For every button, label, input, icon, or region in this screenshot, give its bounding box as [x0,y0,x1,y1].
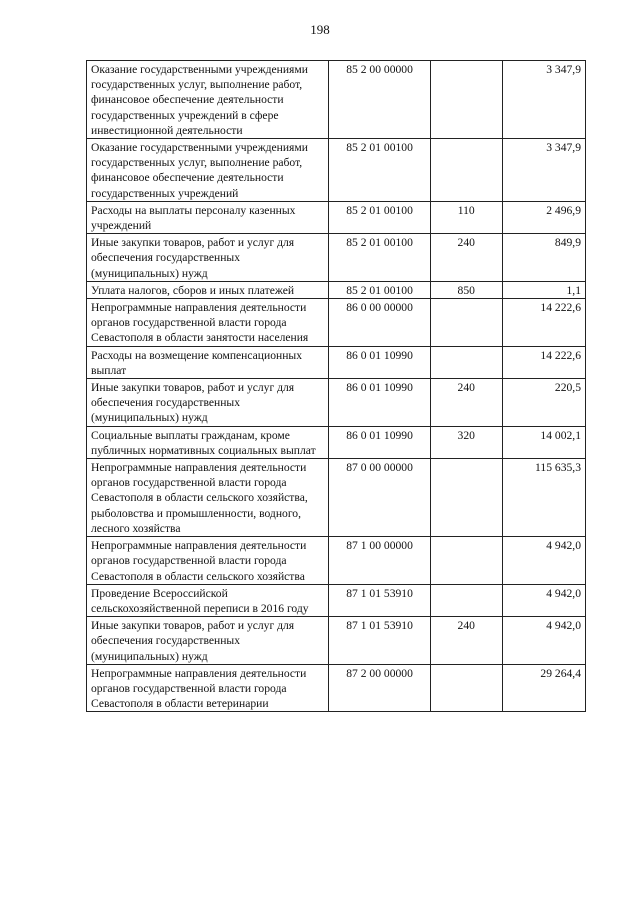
row-sum-cell: 849,9 [502,234,585,282]
table-row [87,459,586,537]
row-type-cell [430,346,502,378]
row-type-cell [430,459,502,537]
row-sum-cell: 14 222,6 [502,346,585,378]
row-sum-cell: 3 347,9 [502,139,585,202]
row-sum-cell: 4 942,0 [502,537,585,585]
table-row [87,537,586,585]
row-name-cell: Социальные выплаты гражданам, кроме публичных нормативных социальных выплат [87,426,329,458]
row-name-cell: Проведение Всероссийской сельскохозяйственной переписи в 2016 году [87,584,329,616]
table-row [87,617,586,665]
row-type-cell: 850 [430,281,502,298]
table-row [87,299,586,347]
table-row [87,234,586,282]
row-code-cell: 87 1 00 00000 [329,537,430,585]
row-code-cell: 85 2 01 00100 [329,201,430,233]
row-sum-cell: 1,1 [502,281,585,298]
row-type-cell [430,664,502,712]
row-type-cell [430,299,502,347]
table-row [87,584,586,616]
row-name-cell: Оказание государственными учреждениями государственных услуг, выполнение работ, финансовое обеспечение деятельности государственных учреждений [87,139,329,202]
row-sum-cell: 29 264,4 [502,664,585,712]
row-name-cell: Непрограммные направления деятельности органов государственной власти города Севастополя в области сельского хозяйства [87,537,329,585]
table-row [87,426,586,458]
row-name-cell: Иные закупки товаров, работ и услуг для обеспечения государственных (муниципальных) нужд [87,234,329,282]
row-code-cell: 86 0 00 00000 [329,299,430,347]
row-name-cell: Иные закупки товаров, работ и услуг для обеспечения государственных (муниципальных) нужд [87,617,329,665]
table-row [87,346,586,378]
row-sum-cell: 3 347,9 [502,61,585,139]
row-name-cell: Иные закупки товаров, работ и услуг для обеспечения государственных (муниципальных) нужд [87,379,329,427]
row-type-cell [430,537,502,585]
table-row [87,379,586,427]
row-name-cell: Расходы на выплаты персоналу казенных учреждений [87,201,329,233]
row-type-cell: 240 [430,379,502,427]
table-row [87,61,586,139]
row-type-cell [430,584,502,616]
table-body [87,61,586,712]
row-code-cell: 85 2 00 00000 [329,61,430,139]
row-name-cell: Непрограммные направления деятельности органов государственной власти города Севастополя в области сельского хозяйства, рыболовства и промышленности, водного, лесного хозяйства [87,459,329,537]
row-type-cell: 240 [430,234,502,282]
row-sum-cell: 4 942,0 [502,584,585,616]
row-code-cell: 86 0 01 10990 [329,346,430,378]
row-sum-cell: 14 222,6 [502,299,585,347]
row-code-cell: 87 1 01 53910 [329,617,430,665]
table-row [87,281,586,298]
row-code-cell: 85 2 01 00100 [329,234,430,282]
row-name-cell: Непрограммные направления деятельности органов государственной власти города Севастополя в области ветеринарии [87,664,329,712]
row-code-cell: 87 0 00 00000 [329,459,430,537]
row-name-cell: Уплата налогов, сборов и иных платежей [87,281,329,298]
row-type-cell: 110 [430,201,502,233]
row-type-cell [430,61,502,139]
row-name-cell: Непрограммные направления деятельности органов государственной власти города Севастополя в области занятости населения [87,299,329,347]
row-type-cell [430,139,502,202]
row-sum-cell: 14 002,1 [502,426,585,458]
page-number: 198 [310,22,330,37]
row-code-cell: 85 2 01 00100 [329,281,430,298]
row-sum-cell: 115 635,3 [502,459,585,537]
table-row [87,139,586,202]
row-type-cell: 240 [430,617,502,665]
row-sum-cell: 220,5 [502,379,585,427]
row-name-cell: Оказание государственными учреждениями государственных услуг, выполнение работ, финансовое обеспечение деятельности государственных учреждений в сфере инвестиционной деятельности [87,61,329,139]
table-row [87,664,586,712]
budget-table [86,60,586,712]
row-code-cell: 85 2 01 00100 [329,139,430,202]
row-code-cell: 87 2 00 00000 [329,664,430,712]
row-sum-cell: 4 942,0 [502,617,585,665]
row-name-cell: Расходы на возмещение компенсационных выплат [87,346,329,378]
row-code-cell: 86 0 01 10990 [329,379,430,427]
row-type-cell: 320 [430,426,502,458]
table-row [87,201,586,233]
row-code-cell: 87 1 01 53910 [329,584,430,616]
row-code-cell: 86 0 01 10990 [329,426,430,458]
row-sum-cell: 2 496,9 [502,201,585,233]
